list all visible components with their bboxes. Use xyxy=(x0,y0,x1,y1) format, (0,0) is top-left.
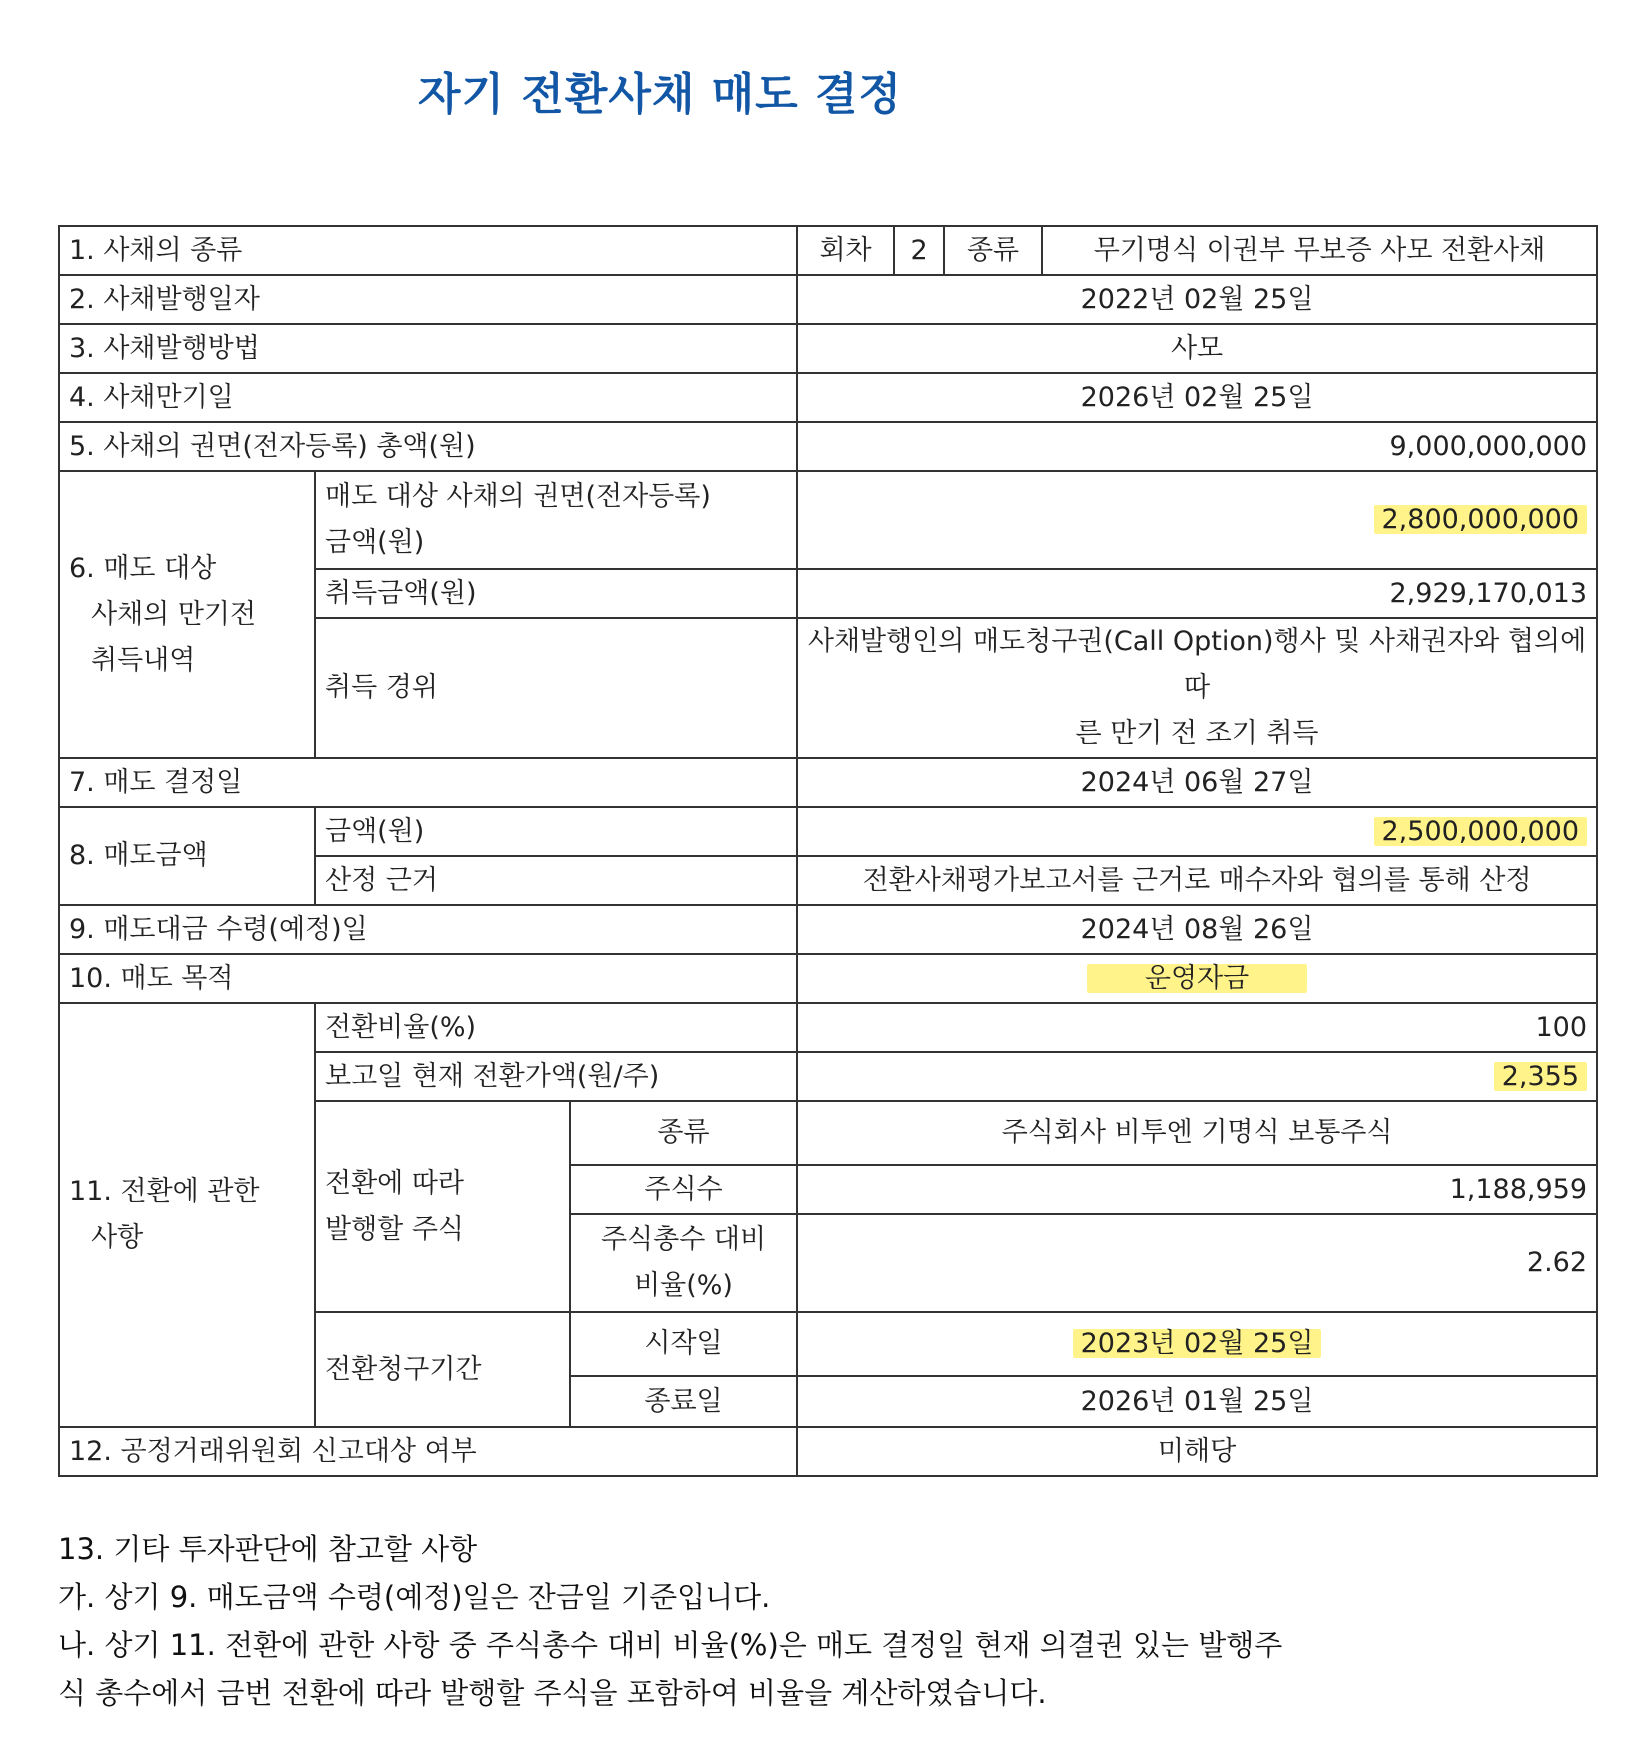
row-face-sale xyxy=(59,471,1597,569)
conversion-group-label xyxy=(59,1003,315,1427)
shares-group-label xyxy=(315,1101,570,1312)
type-value: 무기명식 이권부 무보증 사모 전환사채 xyxy=(1042,226,1597,275)
start-date-value-cell xyxy=(797,1312,1597,1376)
notes-section xyxy=(58,1525,1598,1717)
ftc-report-value: 미해당 xyxy=(797,1427,1597,1476)
row-issue-method xyxy=(59,324,1597,373)
acquisition-reason-value xyxy=(797,618,1597,758)
row-sale-purpose xyxy=(59,954,1597,1003)
conversion-price-value: 2,355 xyxy=(1494,1059,1587,1094)
acquisition-label-line1: 6. 매도 대상 xyxy=(69,552,217,584)
row-sale-amount xyxy=(59,807,1597,856)
conversion-label-line2: 사항 xyxy=(91,1222,144,1253)
type-label: 종류 xyxy=(944,226,1042,275)
face-total-value: 9,000,000,000 xyxy=(797,422,1597,471)
end-date-label: 종료일 xyxy=(570,1376,797,1427)
start-date-label: 시작일 xyxy=(570,1312,797,1376)
ftc-report-label: 12. 공정거래위원회 신고대상 여부 xyxy=(59,1427,797,1476)
row-payment-date xyxy=(59,905,1597,954)
share-pct-value: 2.62 xyxy=(797,1214,1597,1312)
row-maturity-date xyxy=(59,373,1597,422)
share-kind-label: 종류 xyxy=(570,1101,797,1165)
conversion-price-label: 보고일 현재 전환가액(원/주) xyxy=(315,1052,797,1101)
face-total-label: 5. 사채의 권면(전자등록) 총액(원) xyxy=(59,422,797,471)
conversion-ratio-value: 100 xyxy=(797,1003,1597,1052)
payment-date-label: 9. 매도대금 수령(예정)일 xyxy=(59,905,797,954)
issue-method-label: 3. 사채발행방법 xyxy=(59,324,797,373)
sale-basis-label: 산정 근거 xyxy=(315,856,797,905)
end-date-value: 2026년 01월 25일 xyxy=(797,1376,1597,1427)
share-count-value: 1,188,959 xyxy=(797,1165,1597,1214)
conversion-price-value-cell xyxy=(797,1052,1597,1101)
share-kind-value: 주식회사 비투엔 기명식 보통주식 xyxy=(797,1101,1597,1165)
acquisition-reason-line2: 른 만기 전 조기 취득 xyxy=(1075,718,1319,749)
acquisition-reason-line1: 사채발행인의 매도청구권(Call Option)행사 및 사채권자와 협의에 따 xyxy=(807,626,1587,703)
notes-heading: 13. 기타 투자판단에 참고할 사항 xyxy=(58,1532,478,1566)
acquisition-label-line3: 취득내역 xyxy=(91,644,196,676)
page-title: 자기 전환사채 매도 결정 xyxy=(418,69,902,120)
sale-face-label-line2: 금액(원) xyxy=(325,527,425,558)
share-pct-label xyxy=(570,1214,797,1312)
disclosure-table xyxy=(58,225,1598,1477)
acquisition-amount-label: 취득금액(원) xyxy=(315,569,797,618)
sale-purpose-label: 10. 매도 목적 xyxy=(59,954,797,1003)
sale-amount-group-label: 8. 매도금액 xyxy=(59,807,315,905)
acquisition-reason-label: 취득 경위 xyxy=(315,618,797,758)
row-bond-type xyxy=(59,226,1597,275)
claim-period-label: 전환청구기간 xyxy=(315,1312,570,1427)
sale-face-value-cell xyxy=(797,471,1597,569)
acquisition-amount-value: 2,929,170,013 xyxy=(797,569,1597,618)
issue-date-value: 2022년 02월 25일 xyxy=(797,275,1597,324)
note-item-na-line1: 나. 상기 11. 전환에 관한 사항 중 주식총수 대비 비율(%)은 매도 결정일 현재 의결권 있는 발행주 xyxy=(58,1628,1283,1662)
shares-group-line2: 발행할 주식 xyxy=(325,1213,464,1245)
decision-date-label: 7. 매도 결정일 xyxy=(59,758,797,807)
issue-date-label: 2. 사채발행일자 xyxy=(59,275,797,324)
sale-amount-value-cell xyxy=(797,807,1597,856)
conversion-label-line1: 11. 전환에 관한 xyxy=(69,1176,260,1207)
sale-purpose-value-cell xyxy=(797,954,1597,1003)
sale-amount-value: 2,500,000,000 xyxy=(1374,814,1588,849)
sale-basis-value: 전환사채평가보고서를 근거로 매수자와 협의를 통해 산정 xyxy=(797,856,1597,905)
row-conversion-ratio xyxy=(59,1003,1597,1052)
sale-purpose-value: 운영자금 xyxy=(1087,961,1307,996)
row-decision-date xyxy=(59,758,1597,807)
share-pct-label-line2: 비율(%) xyxy=(634,1270,733,1301)
note-item-ga: 가. 상기 9. 매도금액 수령(예정)일은 잔금일 기준입니다. xyxy=(58,1580,771,1614)
share-count-label: 주식수 xyxy=(570,1165,797,1214)
sale-face-label-line1: 매도 대상 사채의 권면(전자등록) xyxy=(325,481,711,512)
conversion-ratio-label: 전환비율(%) xyxy=(315,1003,797,1052)
share-pct-label-line1: 주식총수 대비 xyxy=(600,1224,767,1255)
row-face-total xyxy=(59,422,1597,471)
shares-group-line1: 전환에 따라 xyxy=(325,1167,464,1199)
decision-date-value: 2024년 06월 27일 xyxy=(797,758,1597,807)
round-label: 회차 xyxy=(797,226,894,275)
round-value: 2 xyxy=(894,226,944,275)
start-date-value: 2023년 02월 25일 xyxy=(1073,1326,1322,1361)
bond-type-label: 1. 사채의 종류 xyxy=(59,226,797,275)
acquisition-details-label xyxy=(59,471,315,758)
row-issue-date xyxy=(59,275,1597,324)
issue-method-value: 사모 xyxy=(797,324,1597,373)
sale-amount-label: 금액(원) xyxy=(315,807,797,856)
acquisition-label-line2: 사채의 만기전 xyxy=(91,598,257,630)
payment-date-value: 2024년 08월 26일 xyxy=(797,905,1597,954)
sale-face-label xyxy=(315,471,797,569)
maturity-date-label: 4. 사채만기일 xyxy=(59,373,797,422)
row-ftc-report xyxy=(59,1427,1597,1476)
note-item-na-line2: 식 총수에서 금번 전환에 따라 발행할 주식을 포함하여 비율을 계산하였습니다. xyxy=(58,1676,1047,1710)
sale-face-value: 2,800,000,000 xyxy=(1374,502,1588,537)
maturity-date-value: 2026년 02월 25일 xyxy=(797,373,1597,422)
